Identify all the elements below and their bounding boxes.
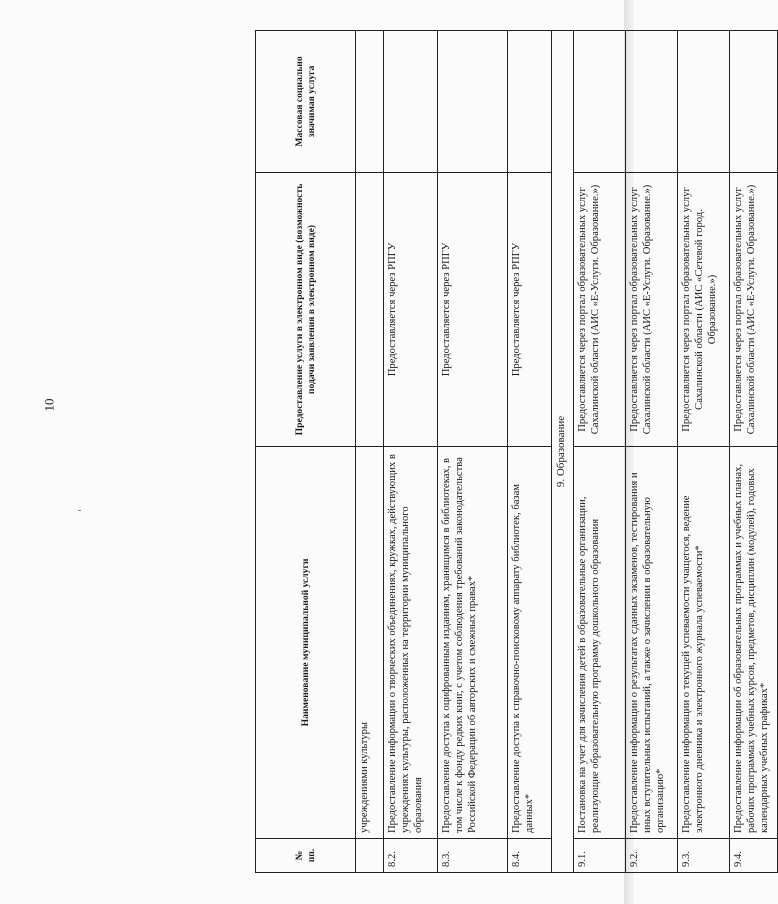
header-num: № пп. [256,839,356,873]
table-row [384,31,438,873]
header-name: Наименование муниципальной услуги [256,447,356,839]
cell-electronic: Предоставляется через портал образовательных услуг Сахалинской области (АИС «Сетевой город. Образование.») [678,173,730,447]
table-row [730,31,778,873]
cell-num: 9.2. [626,839,678,873]
cell-name: Предоставление доступа к оцифрованным изданиям, хранящимся в библиотеках, в том числе к фонду редких книг, с учетом соблюдения требований законодательства Российской Федерации об авторских и смежных правах* [438,447,508,839]
cell-mass [626,31,678,173]
cell-num: 8.3. [438,839,508,873]
cell-mass [730,31,778,173]
cell-name: Предоставление информации об образовательных программах и учебных планах, рабочих программах учебных курсов, предметов, дисциплин (модулей), годовых календарных учебных графиках* [730,447,778,839]
scan-mark [78,510,81,511]
cell-electronic [356,173,384,447]
cell-num: 8.2. [384,839,438,873]
cell-electronic: Предоставляется через портал образовательных услуг Сахалинской области (АИС «Е-Услуги. Образование.») [626,173,678,447]
cell-name: Постановка на учет для зачисления детей в образовательные организации, реализующие образовательную программу дошкольного образования [574,447,626,839]
table-row [356,31,384,873]
cell-mass [356,31,384,173]
header-mass: Массовая социально значимая услуга [256,31,356,173]
services-table [255,30,778,873]
cell-electronic: Предоставляется через РПГУ [384,173,438,447]
cell-name: Предоставление доступа к справочно-поисковому аппарату библиотек, базам данных* [508,447,552,839]
cell-electronic: Предоставляется через портал образовательных услуг Сахалинской области (АИС «Е-Услуги. Образование.») [730,173,778,447]
cell-name: учреждениями культуры [356,447,384,839]
table-row [438,31,508,873]
page-number: 10 [41,398,57,412]
cell-name: Предоставление информации о результатах сданных экзаменов, тестирования и иных вступительных испытаний, а также о зачислении в образовательную организацию* [626,447,678,839]
cell-electronic: Предоставляется через РПГУ [508,173,552,447]
cell-mass [508,31,552,173]
cell-mass [678,31,730,173]
cell-num: 9.3. [678,839,730,873]
table-header-row [256,31,356,873]
header-electronic: Предоставление услуги в электронном виде (возможность подачи заявления в электронном виде) [256,173,356,447]
cell-mass [574,31,626,173]
section-row [552,31,574,873]
cell-name: Предоставление информации о текущей успеваемости учащегося, ведение электронного дневника и электронного журнала успеваемости* [678,447,730,839]
cell-name: Предоставление информации о творческих объединениях, кружках, действующих в учреждениях культуры, расположенных на территории муниципального образования [384,447,438,839]
cell-num: 9.1. [574,839,626,873]
rotated-table-container [255,31,777,873]
table-row [574,31,626,873]
cell-electronic: Предоставляется через РПГУ [438,173,508,447]
cell-electronic: Предоставляется через портал образовательных услуг Сахалинской области (АИС «Е-Услуги. Образование.») [574,173,626,447]
table-row [626,31,678,873]
section-title: 9. Образование [552,31,574,873]
cell-mass [384,31,438,173]
cell-num [356,839,384,873]
cell-mass [438,31,508,173]
table-row [508,31,552,873]
cell-num: 9.4. [730,839,778,873]
cell-num: 8.4. [508,839,552,873]
table-row [678,31,730,873]
